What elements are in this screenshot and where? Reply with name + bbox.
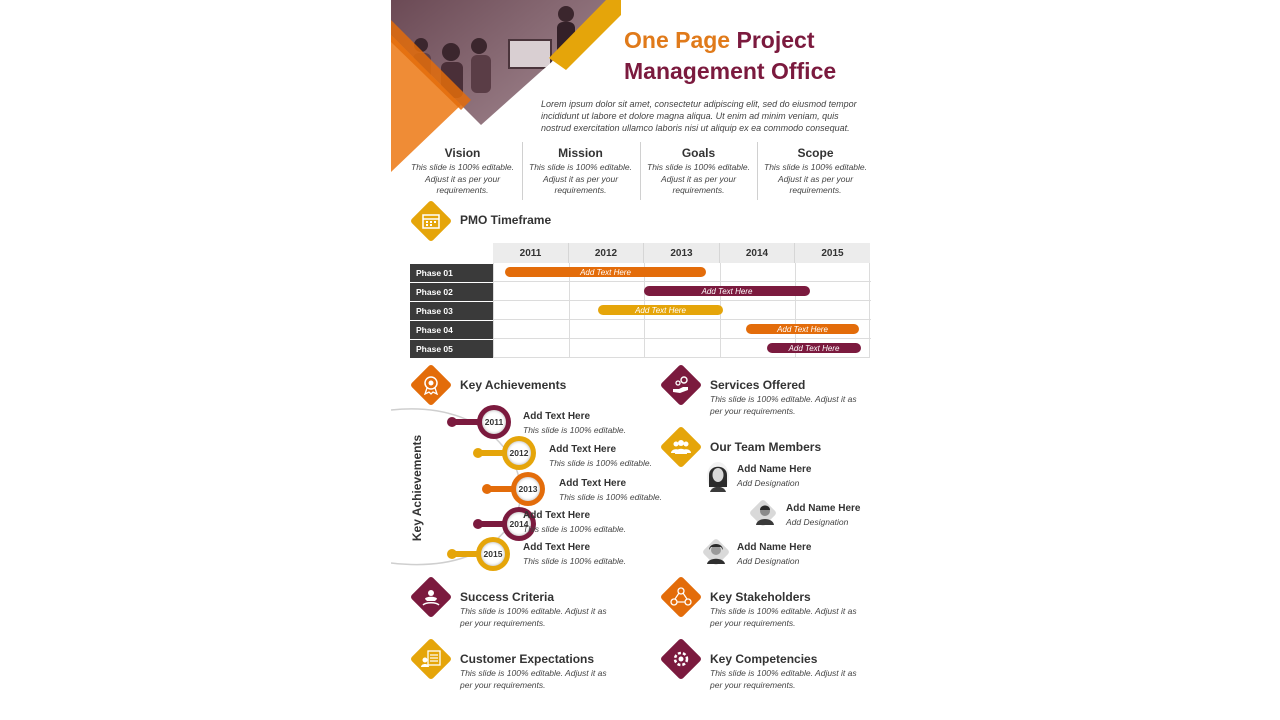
team-title: Our Team Members (710, 440, 822, 454)
pillar-title: Mission (558, 146, 603, 160)
year-header: 2011 (493, 243, 569, 263)
pillar-title: Scope (797, 146, 834, 160)
achievement-desc: This slide is 100% editable. (549, 458, 653, 468)
pillar-title: Vision (444, 146, 481, 160)
year-header: 2015 (795, 243, 870, 263)
intro-paragraph: Lorem ipsum dolor sit amet, consectetur adipiscing elit, sed do eiusmod tempor incididunt ut labore et dolore magna aliqua. Ut enim ad minim veniam, quis nostrud exercitation ullamco laboris nisi ut aliquip ex ea commodo consequat. (541, 99, 857, 133)
customer-title: Customer Expectations (460, 652, 595, 666)
pillar-desc: This slide is 100% editable. Adjust it as per your requirements. (647, 162, 751, 195)
gear-head-icon (659, 637, 703, 681)
phase-bar: Add Text Here (505, 267, 706, 277)
member-name: Add Name Here (786, 503, 861, 514)
customer-desc: This slide is 100% editable. Adjust it as per your requirements. (460, 668, 607, 690)
phase-bar: Add Text Here (767, 343, 861, 353)
pillar-vision (405, 142, 520, 202)
pillar-desc: This slide is 100% editable. Adjust it as per your requirements. (529, 162, 633, 195)
stakeholder-network-icon (659, 575, 703, 619)
pillar-goals (641, 142, 756, 202)
pin-year: 2015 (481, 542, 505, 566)
phase-label: Phase 02 (410, 283, 493, 301)
pin-year: 2011 (482, 410, 506, 434)
member-name: Add Name Here (737, 464, 812, 475)
stakeholders-title: Key Stakeholders (710, 590, 811, 604)
achievement-desc: This slide is 100% editable. (523, 425, 627, 435)
team-icon (659, 425, 703, 469)
achievements-vertical-label: Key Achievements (410, 434, 424, 542)
calendar-icon (409, 199, 453, 243)
competencies-desc: This slide is 100% editable. Adjust it as per your requirements. (710, 668, 857, 690)
timeframe-title: PMO Timeframe (460, 213, 552, 227)
year-pin (511, 472, 545, 506)
achievement-title: Add Text Here (549, 444, 617, 455)
avatar (752, 501, 778, 527)
achievement-desc: This slide is 100% editable. (559, 492, 663, 502)
phase-bar: Add Text Here (598, 305, 723, 315)
pillar-title: Goals (681, 146, 716, 160)
avatar (703, 539, 729, 565)
achievement-title: Add Text Here (523, 542, 591, 553)
member-role: Add Designation (786, 517, 849, 527)
success-desc: This slide is 100% editable. Adjust it as per your requirements. (460, 606, 607, 628)
competencies-title: Key Competencies (710, 652, 818, 666)
member-role: Add Designation (737, 478, 800, 488)
pillar-mission (523, 142, 638, 202)
year-pin (477, 405, 511, 439)
phase-bar: Add Text Here (644, 286, 810, 296)
phase-label: Phase 03 (410, 302, 493, 320)
achievement-title: Add Text Here (523, 510, 591, 521)
pin-year: 2013 (516, 477, 540, 501)
phase-label: Phase 05 (410, 340, 493, 358)
phase-label: Phase 01 (410, 264, 493, 282)
trophy-icon (409, 575, 453, 619)
achievement-desc: This slide is 100% editable. (523, 524, 627, 534)
one-page-pmo-slide (391, 0, 880, 720)
avatar (706, 461, 730, 493)
pillar-scope (758, 142, 873, 202)
achievement-title: Add Text Here (559, 478, 627, 489)
pillar-desc: This slide is 100% editable. Adjust it as per your requirements. (411, 162, 515, 195)
stakeholders-desc: This slide is 100% editable. Adjust it as per your requirements. (710, 606, 857, 628)
hand-gears-icon (659, 363, 703, 407)
achievement-title: Add Text Here (523, 411, 591, 422)
year-header: 2014 (720, 243, 795, 263)
member-role: Add Designation (737, 556, 800, 566)
year-pin (476, 537, 510, 571)
pillar-desc: This slide is 100% editable. Adjust it as per your requirements. (764, 162, 868, 195)
services-title: Services Offered (710, 378, 806, 392)
phase-bar: Add Text Here (746, 324, 859, 334)
achievements-title: Key Achievements (460, 378, 567, 392)
phase-label: Phase 04 (410, 321, 493, 339)
achievement-desc: This slide is 100% editable. (523, 556, 627, 566)
year-pin (502, 436, 536, 470)
pin-year: 2014 (507, 512, 531, 536)
page-title: One Page Project Management Office (624, 27, 837, 84)
services-desc: This slide is 100% editable. Adjust it as per your requirements. (710, 394, 857, 416)
member-name: Add Name Here (737, 542, 812, 553)
checklist-icon (409, 637, 453, 681)
year-header: 2013 (644, 243, 720, 263)
pin-year: 2012 (507, 441, 531, 465)
success-title: Success Criteria (460, 590, 555, 604)
year-header: 2012 (569, 243, 644, 263)
